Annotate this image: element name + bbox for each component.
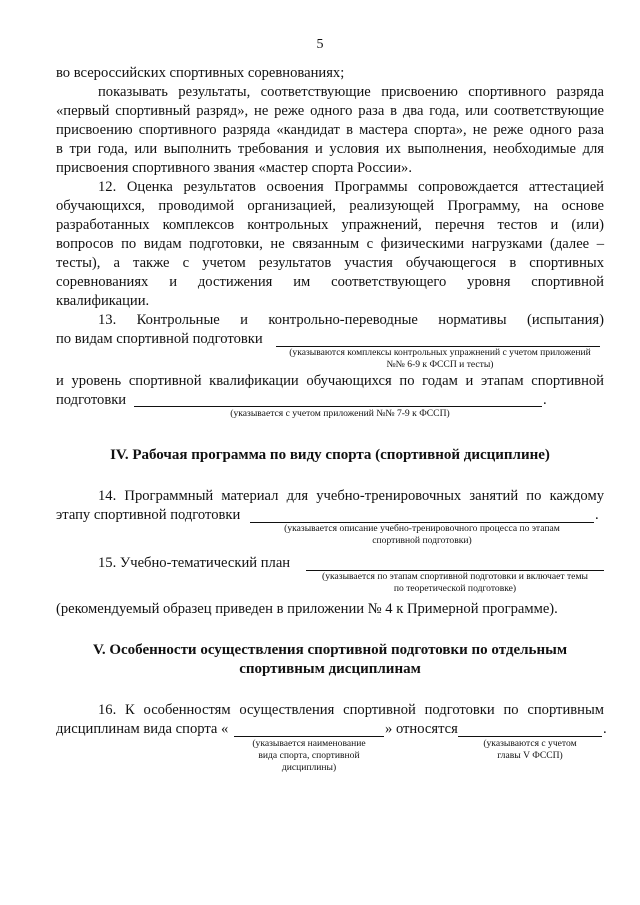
paragraph-12-line: квалификации. (56, 293, 150, 309)
section-heading-5: спортивным дисциплинам (239, 661, 421, 677)
line-end-period: . (595, 507, 599, 523)
line-end-period: . (603, 721, 607, 737)
paragraph-12-line: вопросов по видам подготовки, не связанным с физическими нагрузками (далее – (56, 236, 604, 252)
paragraph-14-line: этапу спортивной подготовки (56, 507, 241, 523)
paragraph-16-line: дисциплинам вида спорта « (56, 721, 229, 737)
paragraph-12-line: разработанных комплексов контрольных упражнений, перечня тестов и (или) (56, 217, 604, 233)
paragraph-13-line: 13. Контрольные и контрольно-переводные нормативы (испытания) (98, 312, 604, 328)
paragraph-12-line: 12. Оценка результатов освоения Программы сопровождается аттестацией (98, 179, 604, 195)
hint-note: по теоретической подготовке) (393, 583, 517, 594)
paragraph-16-line: » относятся (385, 721, 458, 737)
fill-in-line (134, 406, 542, 407)
line-end-period: . (543, 392, 547, 408)
hint-note: (указываются с учетом (483, 738, 577, 749)
text-line: «первый спортивный разряд», не реже одного раза в два года, или соответствующие (56, 103, 604, 119)
paragraph-13-line: подготовки (56, 392, 127, 408)
paragraph-12-line: тесты), а также с учетом результатов участия обучающегося в спортивных (56, 255, 604, 271)
page-number: 5 (316, 37, 324, 52)
text-line: присвоению спортивного разряда «кандидат в мастера спорта», не реже одного раза (56, 122, 604, 138)
hint-note: (указывается наименование (252, 738, 366, 749)
section-heading-4: IV. Рабочая программа по виду спорта (спортивной дисциплине) (110, 447, 550, 463)
paragraph-13-line: по видам спортивной подготовки (56, 331, 263, 347)
text-line: присвоения спортивного звания «мастер спорта России». (56, 160, 412, 176)
hint-note: №№ 6-9 к ФССП и тесты) (386, 359, 494, 370)
hint-note: спортивной подготовки) (372, 535, 472, 546)
hint-note: вида спорта, спортивной (258, 750, 360, 761)
text-line: показывать результаты, соответствующие присвоению спортивного разряда (98, 84, 604, 100)
hint-note: (указываются комплексы контрольных упражнений с учетом приложений (289, 347, 591, 358)
hint-note: (указывается по этапам спортивной подготовки и включает темы (322, 571, 588, 582)
text-line: во всероссийских спортивных соревнованиях; (56, 65, 345, 81)
paragraph-14-line: 14. Программный материал для учебно-тренировочных занятий по каждому (98, 488, 604, 504)
paragraph-15-line: 15. Учебно-тематический план (98, 555, 291, 571)
text-line: в три года, или выполнить требования и условия их выполнения, необходимые для (56, 141, 604, 157)
paragraph-13-line: и уровень спортивной квалификации обучающихся по годам и этапам спортивной (56, 373, 604, 389)
paragraph-15-line: (рекомендуемый образец приведен в приложении № 4 к Примерной программе). (56, 601, 558, 617)
hint-note: дисциплины) (281, 762, 337, 773)
hint-note: главы V ФССП) (497, 750, 563, 761)
fill-in-line (234, 736, 384, 737)
section-heading-5: V. Особенности осуществления спортивной подготовки по отдельным (92, 642, 568, 658)
hint-note: (указывается с учетом приложений №№ 7-9 к ФССП) (230, 408, 450, 419)
hint-note: (указывается описание учебно-тренировочного процесса по этапам (284, 523, 560, 534)
paragraph-16-line: 16. К особенностям осуществления спортивной подготовки по спортивным (98, 702, 604, 718)
paragraph-12-line: обучающихся, проводимой организацией, реализующей Программу, на основе (56, 198, 604, 214)
paragraph-12-line: соревнованиях и достижения им соответствующего уровня спортивной (56, 274, 604, 290)
fill-in-line (458, 736, 602, 737)
